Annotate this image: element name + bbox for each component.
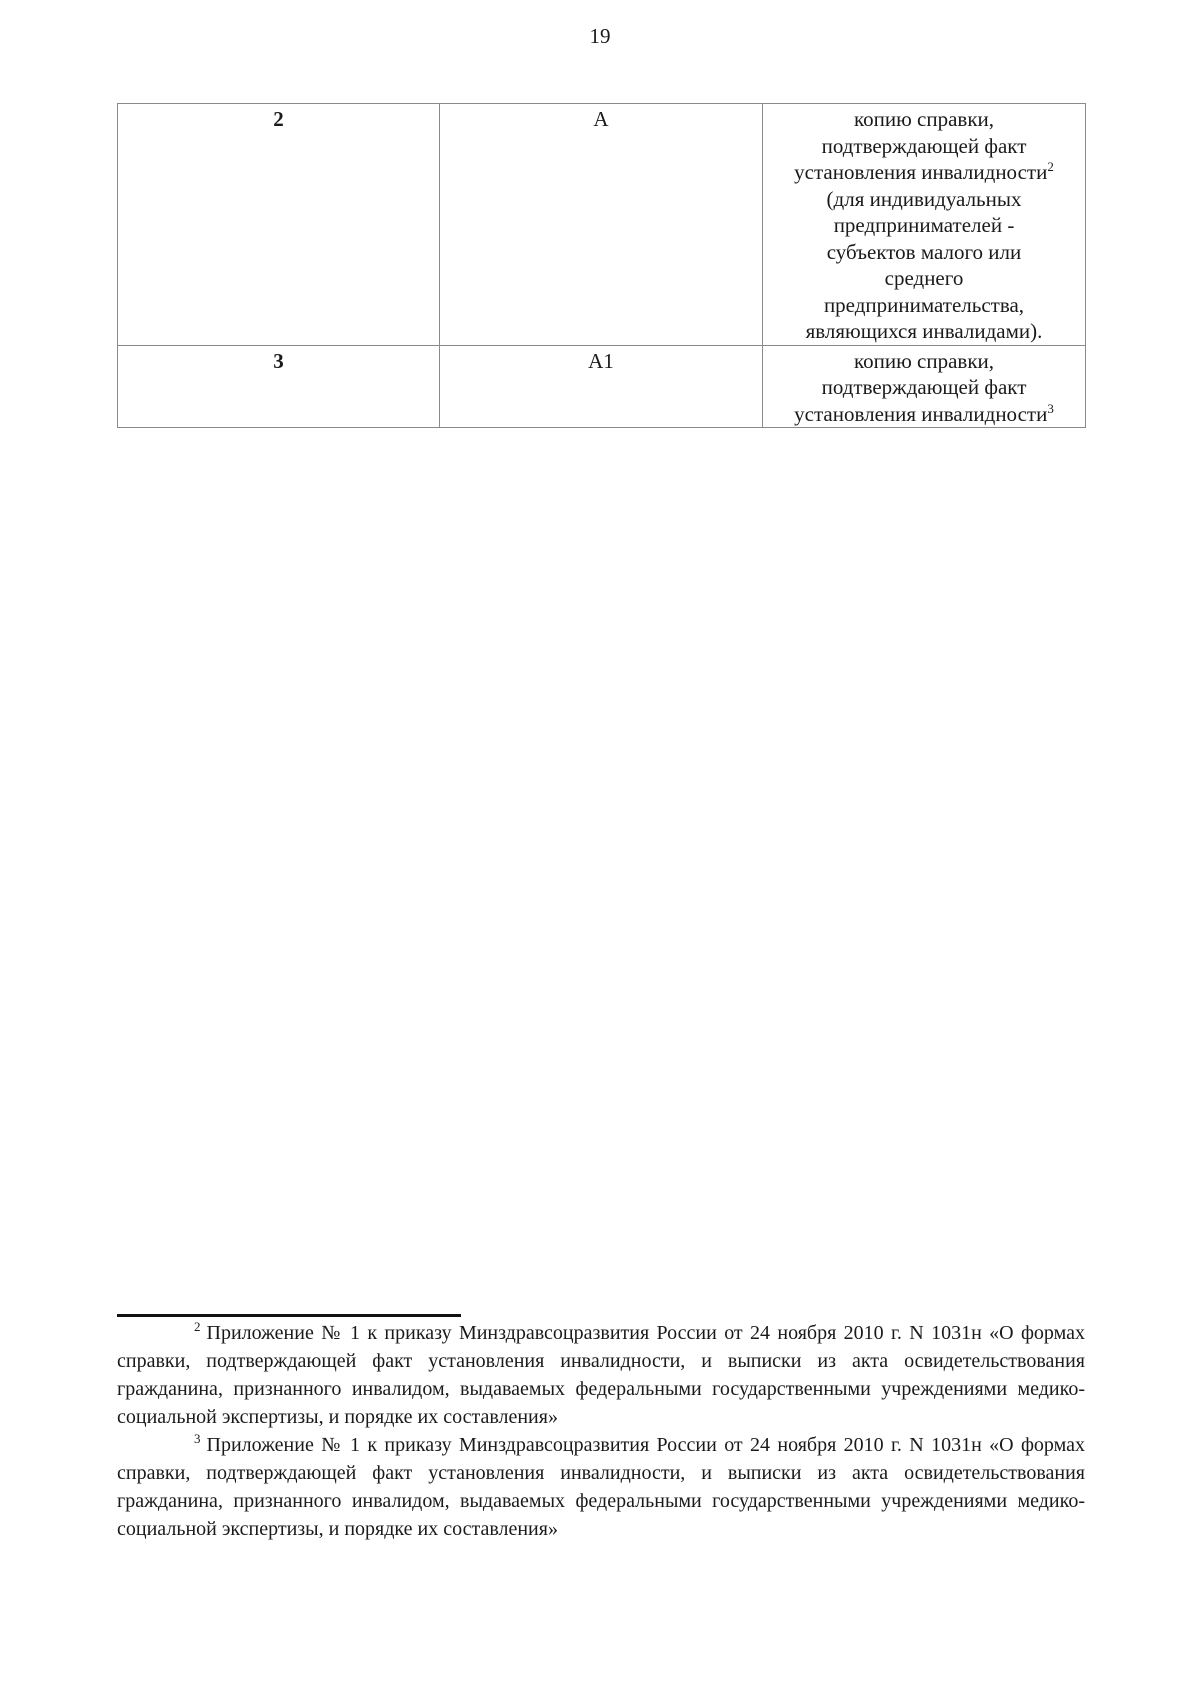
row-text-cell <box>763 345 1086 428</box>
text-line: подтверждающей факт <box>821 133 1027 158</box>
text-line: (для индивидуальных <box>826 186 1022 211</box>
page-number: 19 <box>589 24 611 48</box>
footnote-text: Приложение № 1 к приказу Минздравсоцразвития России от 24 ноября 2010 г. N 1031н «О формах справки, подтверждающей факт установления инвалидности, и выписки из акта освидетельствования гражданина, признанного инвалидом, выдаваемых федеральными государственными учреждениями медико-социальной экспертизы, и порядке их составления» <box>117 1434 1085 1540</box>
table-row <box>118 345 1086 428</box>
row-number-cell: 3 <box>118 345 440 428</box>
text-line <box>769 401 1079 428</box>
text-line: субъектов малого или <box>826 239 1022 264</box>
footnote-mark: 3 <box>194 1431 201 1447</box>
row-code-cell: А1 <box>440 345 763 428</box>
text-line: предпринимателей - <box>833 213 1015 237</box>
text-line: являющихся инвалидами). <box>805 319 1043 343</box>
requirements-table <box>117 103 1086 428</box>
footnote-3 <box>117 1431 1085 1543</box>
text-line: среднего <box>884 266 964 290</box>
text-line: копию справки, <box>853 348 995 373</box>
table-row <box>118 104 1086 346</box>
footnote-text: Приложение № 1 к приказу Минздравсоцразвития России от 24 ноября 2010 г. N 1031н «О формах справки, подтверждающей факт установления инвалидности, и выписки из акта освидетельствования гражданина, признанного инвалидом, выдаваемых федеральными государственными учреждениями медико-социальной экспертизы, и порядке их составления» <box>117 1322 1085 1428</box>
text-line: копию справки, <box>853 107 995 131</box>
footnotes <box>117 1319 1085 1543</box>
footnote-separator <box>117 1314 461 1317</box>
footnote-mark: 2 <box>194 1319 201 1335</box>
text-line: предпринимательства, <box>823 292 1025 317</box>
row-number-cell: 2 <box>118 104 440 346</box>
text-line-body: установления инвалидности <box>794 160 1048 184</box>
text-line-body: установления инвалидности <box>794 401 1048 426</box>
text-line: подтверждающей факт <box>821 375 1027 399</box>
text-line <box>769 159 1079 186</box>
footnote-2 <box>117 1319 1085 1431</box>
footnote-ref: 2 <box>1047 159 1054 174</box>
row-text-cell <box>763 104 1086 346</box>
row-code-cell: А <box>440 104 763 346</box>
footnote-ref: 3 <box>1047 400 1054 416</box>
